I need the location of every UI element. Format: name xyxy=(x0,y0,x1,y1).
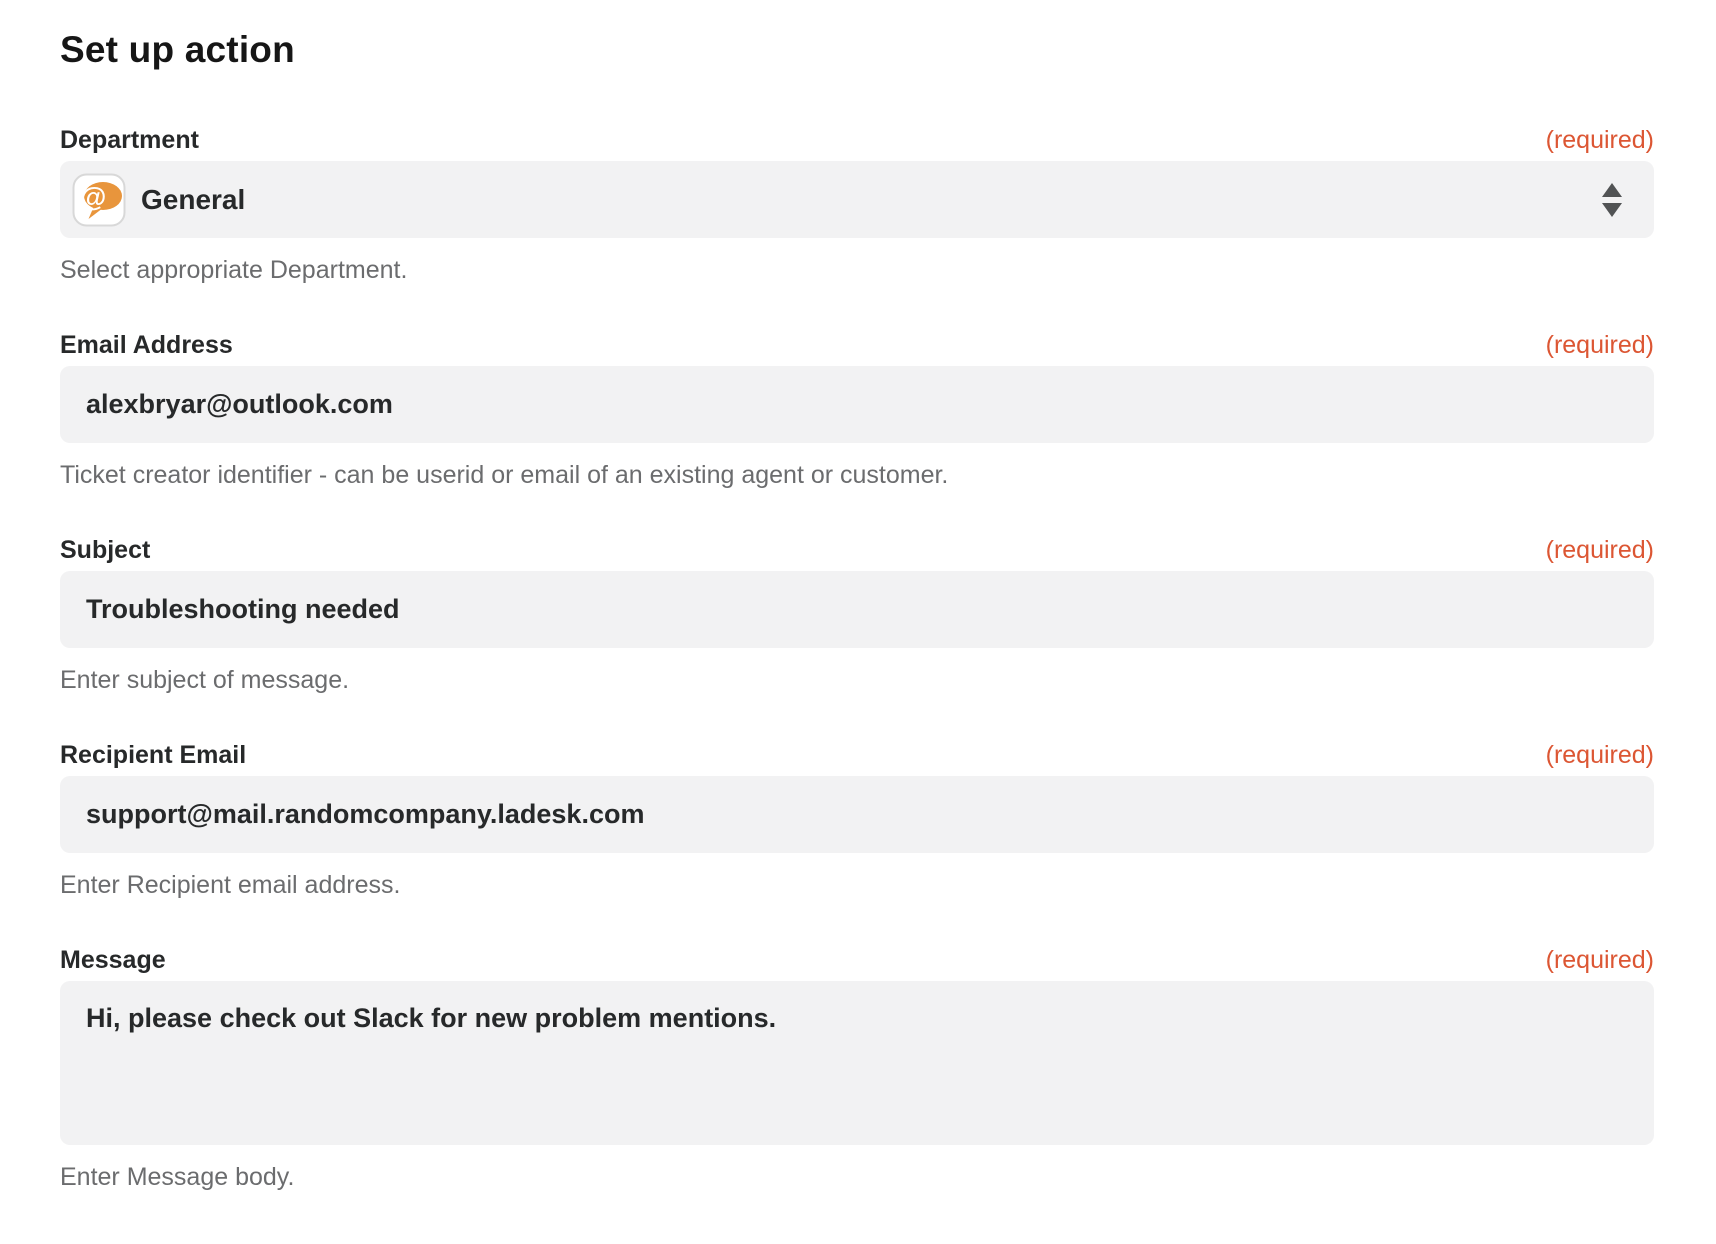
department-label: Department xyxy=(60,126,199,154)
label-row xyxy=(60,741,1654,769)
email-address-help-text: Ticket creator identifier - can be userid or email of an existing agent or customer. xyxy=(60,461,949,489)
field-department xyxy=(60,126,1654,285)
field-message xyxy=(60,946,1654,1192)
message-required-badge: (required) xyxy=(1545,946,1654,974)
setup-action-panel xyxy=(60,28,1654,1192)
label-row xyxy=(60,126,1654,154)
chevron-down-icon xyxy=(1602,203,1622,217)
department-required-badge: (required) xyxy=(1545,126,1654,154)
subject-input[interactable] xyxy=(60,571,1654,648)
recipient-email-required-badge: (required) xyxy=(1545,741,1654,769)
recipient-email-input[interactable] xyxy=(60,776,1654,853)
select-updown-chevron-icon xyxy=(1602,183,1622,217)
liveagent-app-icon xyxy=(72,173,126,227)
label-row xyxy=(60,536,1654,564)
message-label: Message xyxy=(60,946,166,974)
chevron-up-icon xyxy=(1602,183,1622,197)
label-row xyxy=(60,331,1654,359)
email-address-label: Email Address xyxy=(60,331,233,359)
email-address-input[interactable] xyxy=(60,366,1654,443)
page-title: Set up action xyxy=(60,29,295,70)
recipient-email-label: Recipient Email xyxy=(60,741,247,769)
field-email-address xyxy=(60,331,1654,490)
email-address-required-badge: (required) xyxy=(1545,331,1654,359)
department-selected-value: General xyxy=(141,183,246,215)
message-textarea[interactable] xyxy=(60,981,1654,1145)
department-select[interactable] xyxy=(60,161,1654,238)
subject-help-text: Enter subject of message. xyxy=(60,666,350,694)
field-subject xyxy=(60,536,1654,695)
svg-text:@: @ xyxy=(80,181,107,212)
subject-label: Subject xyxy=(60,536,151,564)
label-row xyxy=(60,946,1654,974)
subject-required-badge: (required) xyxy=(1545,536,1654,564)
recipient-email-help-text: Enter Recipient email address. xyxy=(60,871,401,899)
field-recipient-email xyxy=(60,741,1654,900)
message-help-text: Enter Message body. xyxy=(60,1163,295,1191)
department-help-text: Select appropriate Department. xyxy=(60,256,408,284)
